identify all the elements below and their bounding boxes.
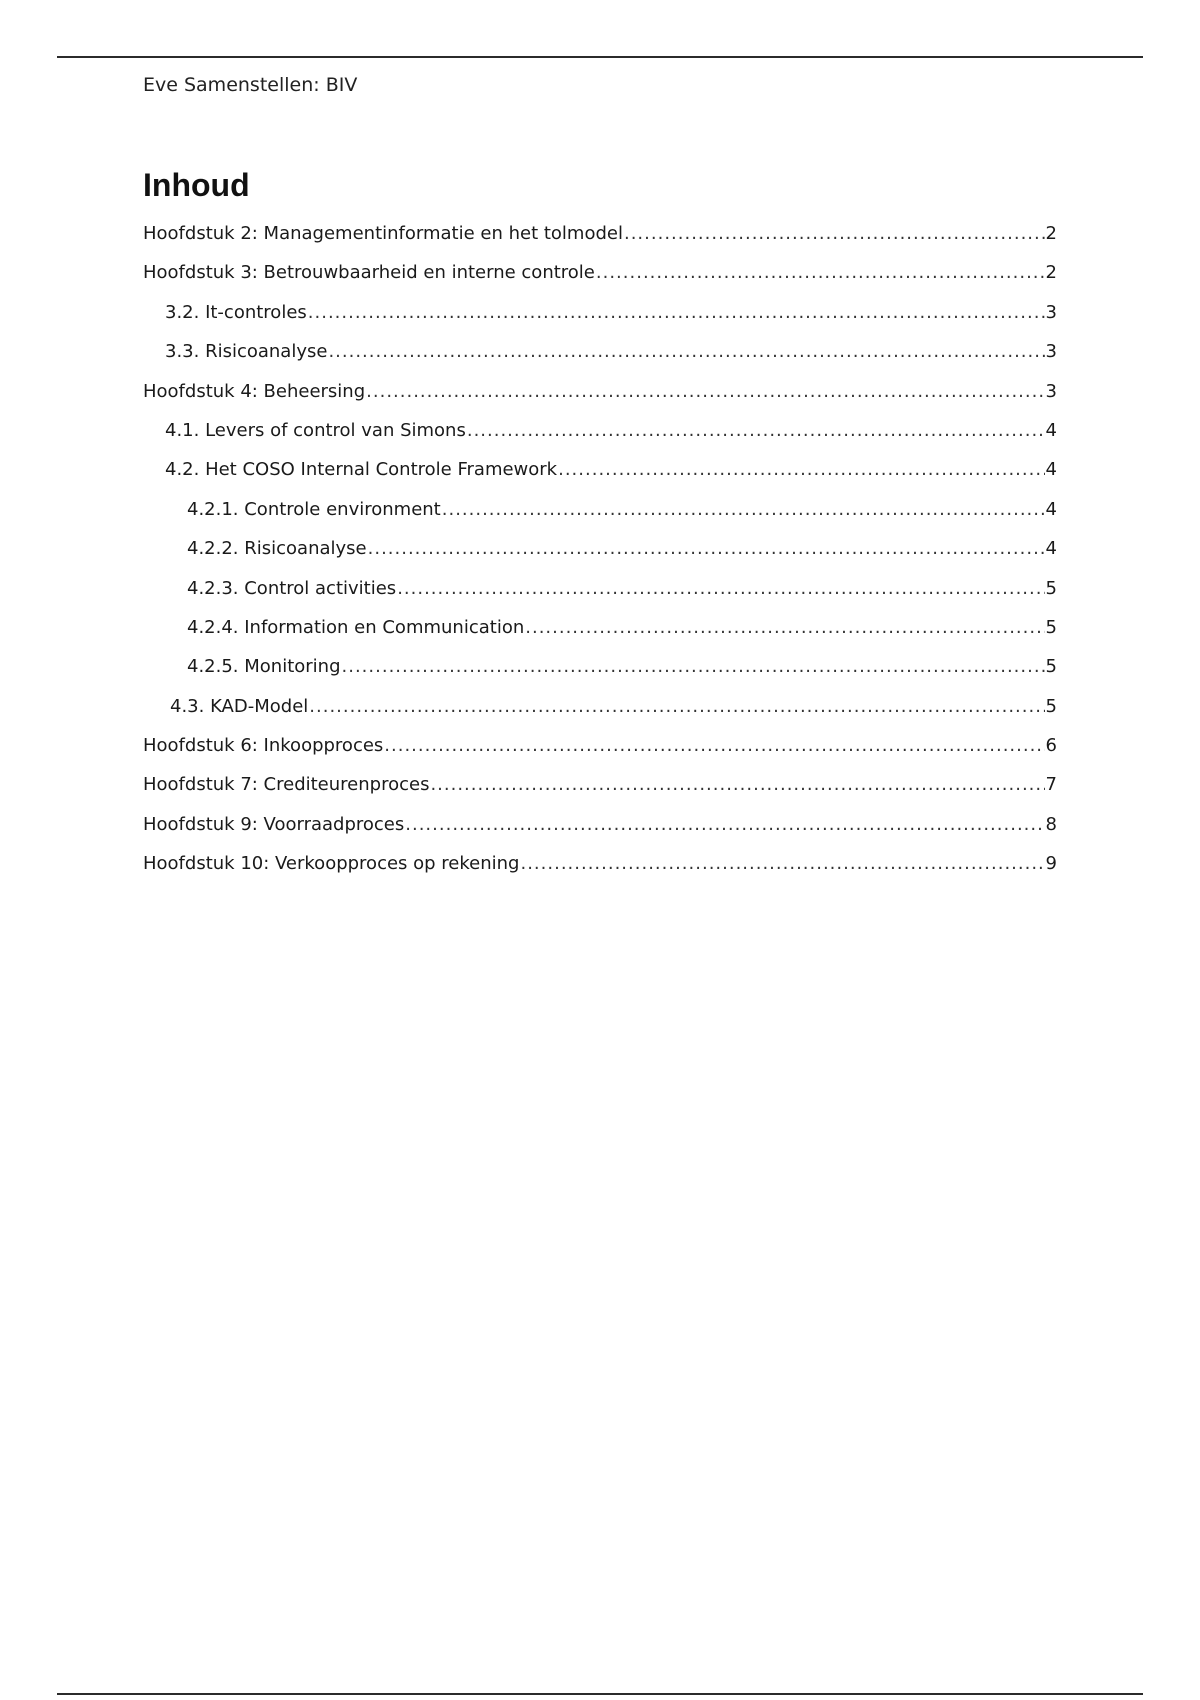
toc-dot-leader: [558, 456, 1044, 484]
toc-dot-leader: [328, 338, 1044, 366]
page-header: Eve Samenstellen: BIV: [143, 74, 358, 96]
toc-entry-page: 4: [1045, 419, 1057, 441]
toc-entry-label: Hoofdstuk 7: Crediteurenproces: [143, 774, 430, 796]
toc-entry-page: 7: [1045, 774, 1057, 796]
toc-entry-page: 8: [1045, 813, 1057, 835]
toc-dot-leader: [342, 653, 1045, 681]
toc-entry-hoofdstuk-7[interactable]: [143, 771, 1057, 810]
toc-dot-leader: [430, 771, 1044, 799]
toc-entry-page: 4: [1045, 538, 1057, 560]
toc-dot-leader: [309, 693, 1044, 721]
toc-entry-label: Hoofdstuk 10: Verkoopproces op rekening: [143, 853, 520, 875]
toc-entry-4-2-5[interactable]: [143, 653, 1057, 692]
toc-entry-page: 5: [1045, 695, 1057, 717]
toc-entry-page: 4: [1045, 459, 1057, 481]
toc-entry-label: 4.2.3. Control activities: [187, 577, 397, 599]
toc-entry-page: 3: [1045, 301, 1057, 323]
toc-entry-4-2[interactable]: [143, 456, 1057, 495]
toc-entry-page: 5: [1045, 616, 1057, 638]
toc-dot-leader: [624, 220, 1045, 248]
toc-entry-page: 6: [1045, 735, 1057, 757]
toc-entry-label: 4.3. KAD-Model: [170, 695, 309, 717]
table-of-contents: [143, 220, 1057, 890]
toc-entry-hoofdstuk-6[interactable]: [143, 732, 1057, 771]
toc-entry-label: 4.2.5. Monitoring: [187, 656, 341, 678]
toc-entry-4-3[interactable]: [143, 693, 1057, 732]
toc-entry-label: 3.3. Risicoanalyse: [165, 341, 328, 363]
toc-dot-leader: [442, 496, 1045, 524]
toc-entry-4-2-4[interactable]: [143, 614, 1057, 653]
toc-entry-page: 2: [1045, 262, 1057, 284]
toc-title: Inhoud: [143, 167, 250, 203]
toc-dot-leader: [366, 378, 1044, 406]
toc-entry-hoofdstuk-10[interactable]: [143, 850, 1057, 889]
toc-entry-page: 9: [1045, 853, 1057, 875]
footer-rule: [57, 1693, 1143, 1695]
toc-dot-leader: [384, 732, 1044, 760]
toc-entry-label: 3.2. It-controles: [165, 301, 307, 323]
toc-entry-label: Hoofdstuk 6: Inkoopproces: [143, 735, 384, 757]
toc-entry-hoofdstuk-9[interactable]: [143, 811, 1057, 850]
toc-entry-label: 4.1. Levers of control van Simons: [165, 419, 466, 441]
toc-entry-page: 4: [1045, 498, 1057, 520]
toc-dot-leader: [596, 259, 1045, 287]
toc-entry-label: 4.2.2. Risicoanalyse: [187, 538, 367, 560]
toc-entry-label: Hoofdstuk 3: Betrouwbaarheid en interne controle: [143, 262, 595, 284]
toc-entry-page: 5: [1045, 656, 1057, 678]
toc-entry-page: 3: [1045, 341, 1057, 363]
toc-entry-hoofdstuk-2[interactable]: [143, 220, 1057, 259]
toc-entry-label: Hoofdstuk 2: Managementinformatie en het tolmodel: [143, 223, 623, 244]
toc-dot-leader: [525, 614, 1044, 642]
toc-entry-hoofdstuk-3[interactable]: [143, 259, 1057, 298]
toc-dot-leader: [368, 535, 1045, 563]
toc-entry-3-2[interactable]: [143, 299, 1057, 338]
toc-entry-label: Hoofdstuk 9: Voorraadproces: [143, 813, 405, 835]
toc-entry-hoofdstuk-4[interactable]: [143, 378, 1057, 417]
toc-entry-3-3[interactable]: [143, 338, 1057, 377]
toc-dot-leader: [467, 417, 1045, 445]
toc-dot-leader: [308, 299, 1045, 327]
toc-entry-page: 3: [1045, 380, 1057, 402]
header-rule: [57, 56, 1143, 58]
toc-dot-leader: [405, 811, 1044, 839]
toc-entry-label: 4.2.4. Information en Communication: [187, 616, 525, 638]
toc-entry-label: 4.2.1. Controle environment: [187, 498, 441, 520]
toc-entry-page: 2: [1045, 223, 1057, 244]
toc-entry-4-2-3[interactable]: [143, 575, 1057, 614]
toc-dot-leader: [397, 575, 1044, 603]
toc-entry-page: 5: [1045, 577, 1057, 599]
toc-entry-4-2-2[interactable]: [143, 535, 1057, 574]
toc-entry-4-1[interactable]: [143, 417, 1057, 456]
toc-entry-label: 4.2. Het COSO Internal Controle Framework: [165, 459, 558, 481]
toc-entry-label: Hoofdstuk 4: Beheersing: [143, 380, 366, 402]
toc-entry-4-2-1[interactable]: [143, 496, 1057, 535]
toc-dot-leader: [520, 850, 1044, 878]
